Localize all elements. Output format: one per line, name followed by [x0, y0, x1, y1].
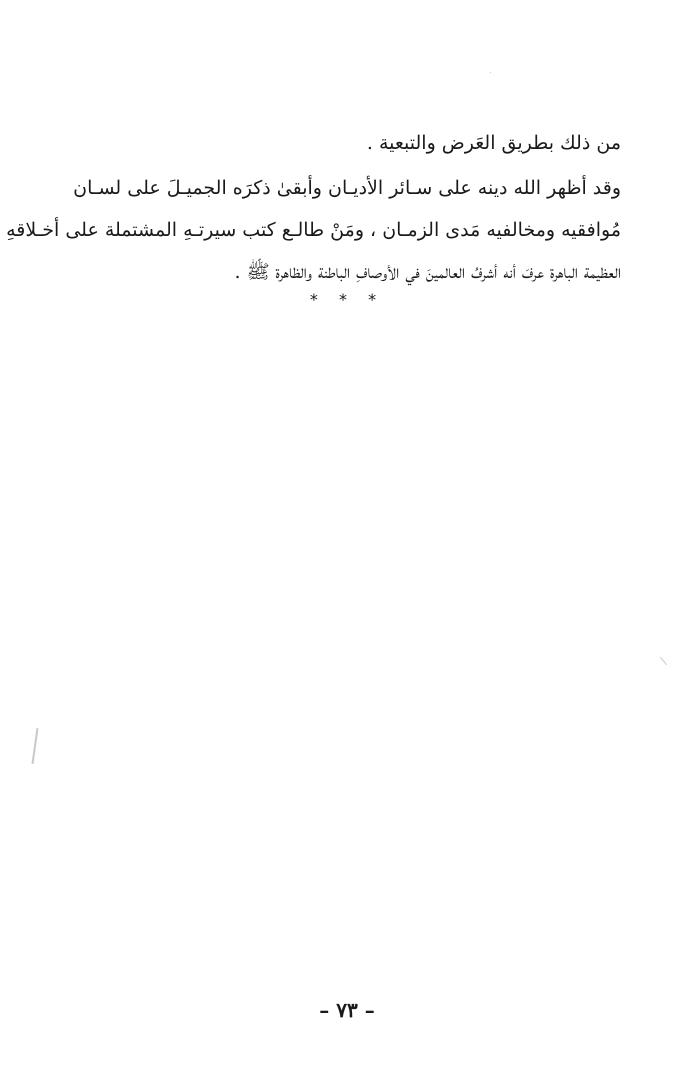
page-number: – ٧٣ – [319, 998, 375, 1022]
paragraph-line: مُوافقيه ومخالفيه مَدى الزمـان ، ومَنْ طالـع كتب سيرتـهِ المشتملة على أخـلاقهِ [6, 219, 621, 241]
paragraph-line: العظيمة الباهرة عرفَ أنه أشرفُ العالمينَ في الأوصافِ الباطنة والظاهرة ﷺ . [234, 261, 621, 283]
scan-mark [660, 657, 667, 665]
scan-mark [490, 72, 491, 73]
paragraph-continuation [96, 122, 621, 164]
scan-mark [32, 728, 39, 764]
paragraph-line: وقد أظهر الله دينه على سـائر الأديـان وأبقىٰ ذكرَه الجميـلَ على لسـان [73, 177, 621, 199]
paragraph-line: من ذلك بطريق العَرض والتبعية . [366, 132, 621, 154]
paragraph [6, 167, 621, 293]
section-separator: * * * [309, 290, 385, 309]
